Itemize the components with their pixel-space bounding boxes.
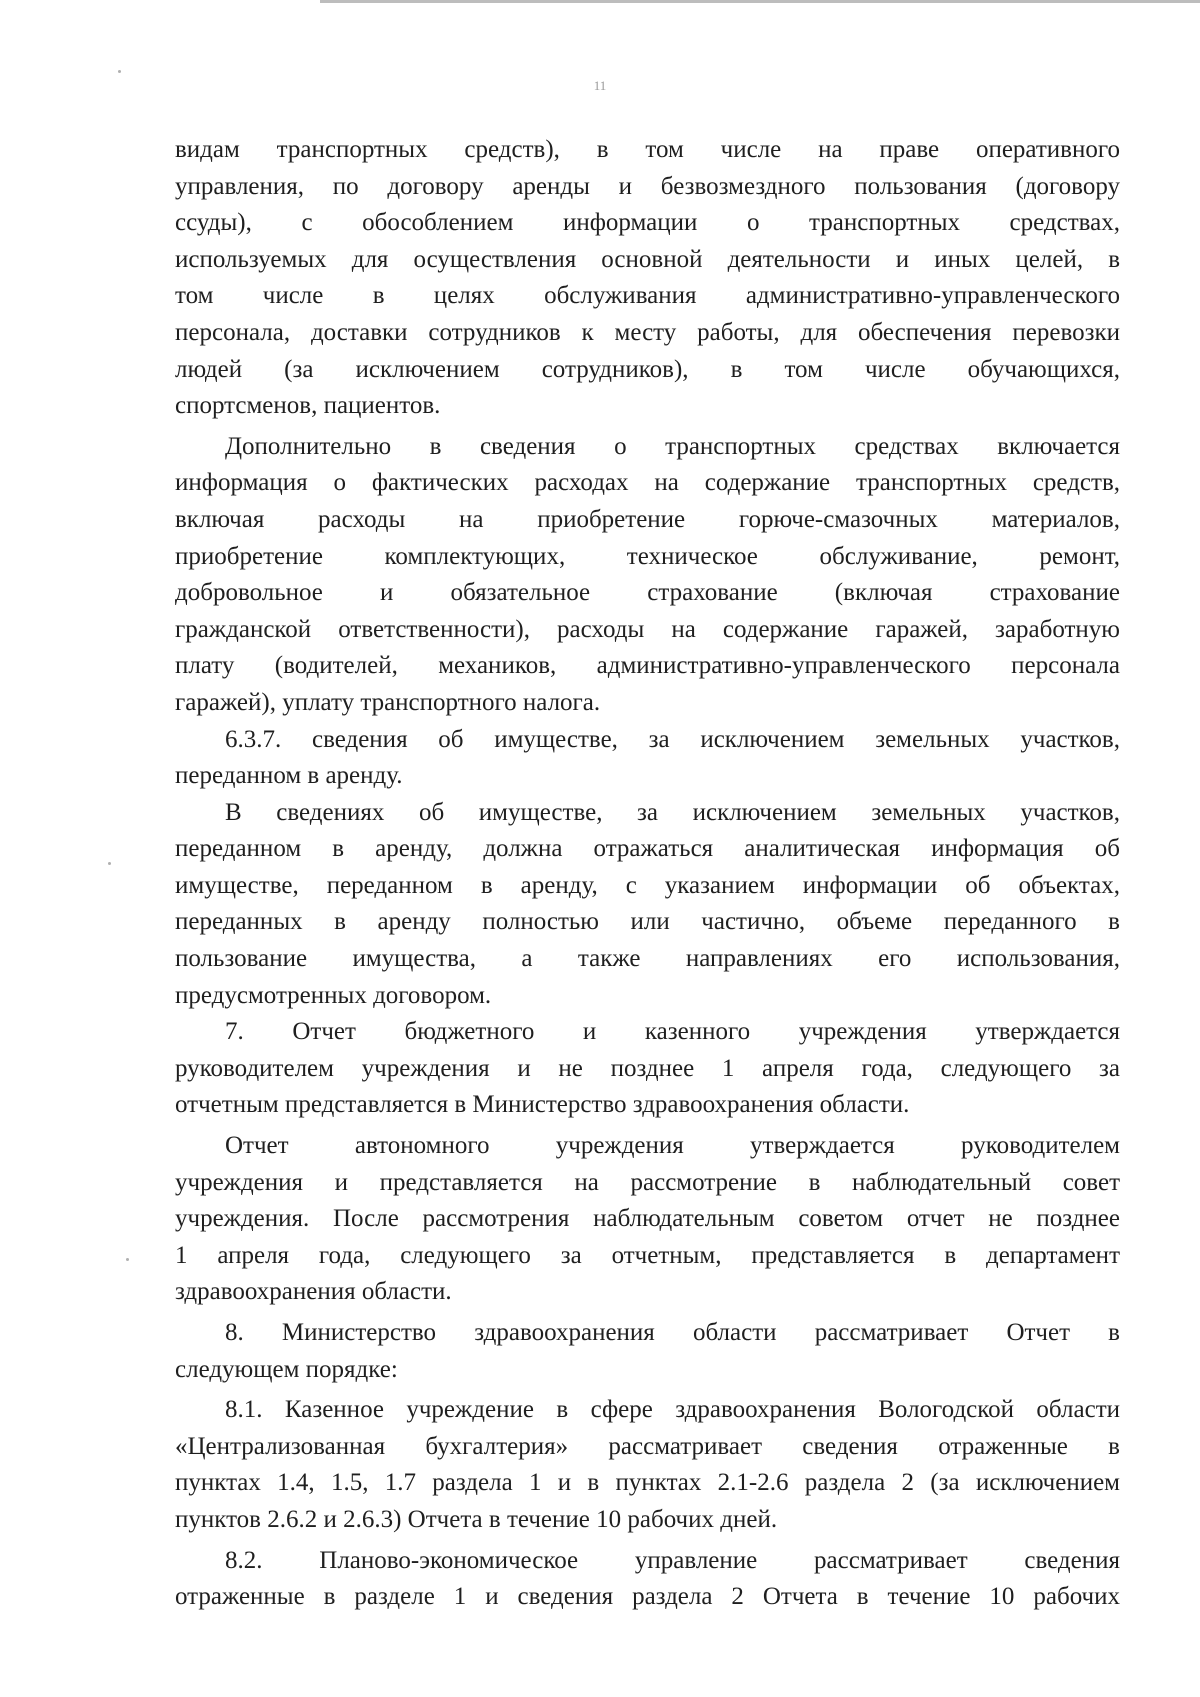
text-line: гражданской ответственности), расходы на содержание гаражей, заработную xyxy=(175,615,1120,643)
paragraph-6-3-7 xyxy=(175,722,1120,795)
text-line: добровольное и обязательное страхование (включая страхование xyxy=(175,579,1120,607)
text-line: имуществе, переданном в аренду, с указанием информации об объектах, xyxy=(175,871,1120,899)
text-line: следующем порядке: xyxy=(175,1355,398,1383)
text-line: управления, по договору аренды и безвозмездного пользования (договору xyxy=(175,172,1120,200)
text-line: переданных в аренду полностью или частично, объеме переданного в xyxy=(175,908,1120,936)
text-line: включая расходы на приобретение горюче-смазочных материалов, xyxy=(175,505,1120,533)
paragraph-autonomous-report xyxy=(175,1128,1120,1311)
paragraph-8 xyxy=(175,1315,1120,1388)
text-line: 8.1. Казенное учреждение в сфере здравоохранения Вологодской области xyxy=(225,1396,1120,1424)
text-line: пользование имущества, а также направлениях его использования, xyxy=(175,945,1120,973)
text-line: используемых для осуществления основной деятельности и иных целей, в xyxy=(175,245,1120,273)
page-number: 11 xyxy=(593,78,607,93)
text-line: том числе в целях обслуживания административно-управленческого xyxy=(175,282,1120,310)
text-line: информация о фактических расходах на содержание транспортных средств, xyxy=(175,469,1120,497)
text-line: 6.3.7. сведения об имуществе, за исключением земельных участков, xyxy=(225,725,1120,753)
paragraph-leased-property xyxy=(175,795,1120,1015)
text-line: ссуды), с обособлением информации о транспортных средствах, xyxy=(175,209,1120,237)
text-line: здравоохранения области. xyxy=(175,1278,452,1306)
document-body xyxy=(175,132,1120,1616)
paragraph-8-2 xyxy=(175,1543,1120,1616)
text-line: учреждения и представляется на рассмотрение в наблюдательный совет xyxy=(175,1168,1120,1196)
text-line: гаражей), уплату транспортного налога. xyxy=(175,688,601,716)
text-line: руководителем учреждения и не позднее 1 апреля года, следующего за xyxy=(175,1054,1120,1082)
paragraph-transport-expenses xyxy=(175,429,1120,722)
text-line: пунктов 2.6.2 и 2.6.3) Отчета в течение 10 рабочих дней. xyxy=(175,1505,778,1533)
paragraph-transport-continued xyxy=(175,132,1120,425)
scan-speck xyxy=(118,70,121,73)
text-line: пунктах 1.4, 1.5, 1.7 раздела 1 и в пунктах 2.1-2.6 раздела 2 (за исключением xyxy=(175,1469,1120,1497)
text-line: отчетным представляется в Министерство здравоохранения области. xyxy=(175,1091,910,1119)
text-line: видам транспортных средств), в том числе на праве оперативного xyxy=(175,136,1120,163)
paragraph-8-1 xyxy=(175,1392,1120,1538)
text-line: переданном в аренду. xyxy=(175,762,403,790)
text-line: «Централизованная бухгалтерия» рассматривает сведения отраженные в xyxy=(175,1432,1120,1460)
scan-top-edge xyxy=(320,0,1200,3)
text-line: В сведениях об имуществе, за исключением земельных участков, xyxy=(225,798,1120,826)
text-line: людей (за исключением сотрудников), в том числе обучающихся, xyxy=(175,355,1120,383)
text-line: спортсменов, пациентов. xyxy=(175,392,441,420)
scan-speck xyxy=(126,1258,129,1261)
text-line: персонала, доставки сотрудников к месту работы, для обеспечения перевозки xyxy=(175,318,1120,346)
scan-speck xyxy=(108,862,111,865)
text-line: 1 апреля года, следующего за отчетным, представляется в департамент xyxy=(175,1241,1120,1269)
text-line: переданном в аренду, должна отражаться аналитическая информация об xyxy=(175,835,1120,863)
text-line: предусмотренных договором. xyxy=(175,981,492,1009)
paragraph-7 xyxy=(175,1014,1120,1124)
text-line: приобретение комплектующих, техническое обслуживание, ремонт, xyxy=(175,542,1120,570)
text-line: 8.2. Планово-экономическое управление рассматривает сведения xyxy=(225,1546,1120,1574)
text-line: 8. Министерство здравоохранения области рассматривает Отчет в xyxy=(225,1319,1120,1346)
text-line: учреждения. После рассмотрения наблюдательным советом отчет не позднее xyxy=(175,1205,1120,1233)
text-line: плату (водителей, механиков, административно-управленческого персонала xyxy=(175,652,1120,680)
text-line: 7. Отчет бюджетного и казенного учреждения утверждается xyxy=(225,1018,1120,1046)
text-line: Дополнительно в сведения о транспортных средствах включается xyxy=(225,432,1120,460)
text-line: отраженные в разделе 1 и сведения раздела 2 Отчета в течение 10 рабочих xyxy=(175,1583,1120,1611)
text-line: Отчет автономного учреждения утверждается руководителем xyxy=(225,1132,1120,1160)
